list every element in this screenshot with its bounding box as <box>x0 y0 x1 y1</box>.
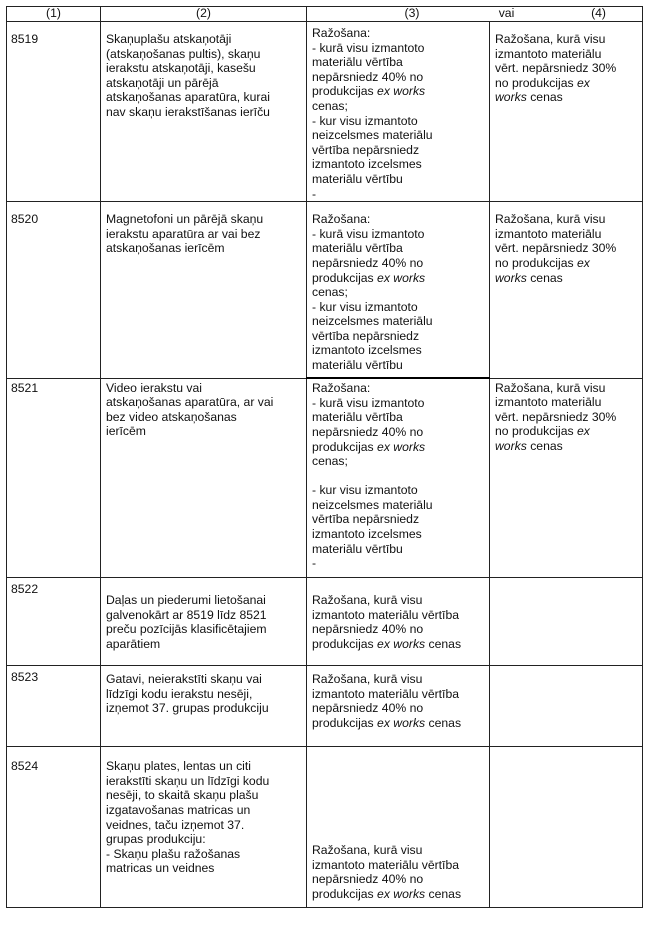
rule-line: - kurā visu izmantoto <box>312 226 425 241</box>
ex-works-term: works <box>495 90 527 105</box>
description-line: atskaņošanas ierīcēm <box>106 241 225 256</box>
rule-line: materiālu vērtību <box>312 171 403 186</box>
rule-line: cenas; <box>312 98 348 113</box>
description-line: ierakstu aparatūra ar vai bez <box>106 226 261 241</box>
description-line: Daļas un piederumi lietošanai <box>106 593 266 608</box>
rule-col3-cell <box>307 666 490 747</box>
hs-code: 8519 <box>11 32 39 46</box>
rule-line: vērt. nepārsniedz 30% <box>495 409 617 424</box>
description-line: preču pozīcijās klasificētajiem <box>106 622 267 637</box>
rule-text: no produkcijas <box>495 424 577 439</box>
rule-line <box>312 440 486 455</box>
description-line: - Skaņu plašu ražošanas <box>106 846 241 861</box>
description-line: izņemot 37. grupas produkciju <box>106 701 269 716</box>
rule-text: cenas <box>425 636 462 651</box>
rule-line <box>495 271 639 286</box>
hs-code: 8521 <box>11 380 39 395</box>
rule-line: nepārsniedz 40% no <box>312 255 424 270</box>
rule-line: nepārsniedz 40% no <box>312 622 424 637</box>
rule-line: materiālu vērtība <box>312 241 403 256</box>
rule-line <box>312 887 486 902</box>
rule-text: produkcijas <box>312 636 378 651</box>
description-line: atskaņošanas aparatūra, kurai <box>106 90 270 105</box>
hs-code-cell <box>7 578 101 666</box>
rule-line: neizcelsmes materiālu <box>312 128 433 143</box>
rule-line: izmantoto materiālu <box>495 395 602 410</box>
description-line: grupas produkciju: <box>106 832 206 847</box>
ex-works-term: ex works <box>377 636 426 651</box>
rule-line: cenas; <box>312 454 348 469</box>
description-line: nesēji, to skaitā skaņu plašu <box>106 788 259 803</box>
rule-line <box>495 424 639 439</box>
ex-works-term: ex works <box>377 715 426 730</box>
rule-line: neizcelsmes materiālu <box>312 314 433 329</box>
rule-col3-cell <box>307 578 490 666</box>
description-line: ierīcēm <box>106 424 146 439</box>
ex-works-term: ex works <box>377 439 426 454</box>
rule-line: Ražošana: <box>312 26 371 40</box>
ex-works-term: works <box>495 270 527 285</box>
header-col-3-4 <box>307 7 643 22</box>
rule-line: Ražošana: <box>312 212 371 227</box>
table-row <box>7 747 643 908</box>
header-col-4: (4) <box>591 6 606 20</box>
description-line: Magnetofoni un pārējā skaņu <box>106 212 264 227</box>
rule-line: vērt. nepārsniedz 30% <box>495 61 617 76</box>
rules-table <box>6 6 643 908</box>
rule-line: vērt. nepārsniedz 30% <box>495 241 617 256</box>
rule-line: Ražošana: <box>312 381 371 396</box>
rule-text: cenas <box>526 439 563 453</box>
rule-text: no produkcijas <box>495 75 577 90</box>
header-row <box>7 7 643 22</box>
hs-code: 8520 <box>11 212 39 227</box>
rule-line: - kur visu izmantoto <box>312 113 418 128</box>
hs-code-cell <box>7 378 101 578</box>
rule-col3-cell <box>307 747 490 908</box>
rule-text: no produkcijas <box>495 255 577 270</box>
rule-text: cenas <box>425 715 462 730</box>
header-col-3: (3) <box>404 6 420 20</box>
rule-line <box>495 90 639 105</box>
rule-line: izmantoto izcelsmes <box>312 343 422 358</box>
rule-col4-cell <box>490 202 643 379</box>
rule-text: cenas <box>526 270 563 285</box>
rule-line: materiālu vērtību <box>312 358 403 373</box>
rule-line <box>312 271 486 286</box>
description-cell <box>101 666 307 747</box>
description-line: Skaņuplašu atskaņotāji <box>106 32 232 46</box>
rule-line: materiālu vērtība <box>312 410 403 425</box>
rule-col4-cell <box>490 747 643 908</box>
rule-line <box>312 637 486 652</box>
description-cell <box>101 747 307 908</box>
hs-code-cell <box>7 22 101 202</box>
description-line: izgatavošanas matricas un <box>106 802 251 817</box>
spacer <box>312 469 486 484</box>
table-row <box>7 378 643 578</box>
table-row <box>7 22 643 202</box>
description-line: līdzīgi kodu ierakstu nesēji, <box>106 686 253 701</box>
description-line: nav skaņu ierakstīšanas ierīču <box>106 104 270 119</box>
rule-col4-cell <box>490 578 643 666</box>
rule-text: produkcijas <box>312 886 378 901</box>
description-line: ierakstu atskaņotāji, kasešu <box>106 61 256 76</box>
hs-code-cell <box>7 747 101 908</box>
rule-line: - kur visu izmantoto <box>312 299 418 314</box>
rule-dash: - <box>312 556 317 571</box>
rule-line: Ražošana, kurā visu <box>312 843 423 858</box>
rule-col4-cell <box>490 378 643 578</box>
rule-line: - kurā visu izmantoto <box>312 40 425 55</box>
rule-line: - kur visu izmantoto <box>312 483 418 498</box>
rule-col3-cell <box>307 22 490 202</box>
rule-line: neizcelsmes materiālu <box>312 497 433 512</box>
rule-line <box>312 716 486 731</box>
description-line: atskaņotāji un pārējā <box>106 75 219 90</box>
rule-line: izmantoto materiālu vērtība <box>312 686 459 701</box>
description-line: Video ierakstu vai <box>106 380 202 395</box>
rule-col3-cell <box>307 202 490 379</box>
ex-works-term: ex <box>576 75 590 90</box>
description-line: matricas un veidnes <box>106 861 215 876</box>
rule-line: Ražošana, kurā visu <box>312 593 423 608</box>
rule-text: cenas <box>526 90 563 105</box>
rule-text: produkcijas <box>312 270 378 285</box>
ex-works-term: ex works <box>377 270 426 285</box>
rule-col4-cell <box>490 666 643 747</box>
description-line: galvenokārt ar 8519 līdz 8521 <box>106 607 267 622</box>
rule-line: izmantoto izcelsmes <box>312 527 422 542</box>
ex-works-term: ex <box>576 424 590 439</box>
rule-line: izmantoto izcelsmes <box>312 157 422 172</box>
rule-line: materiālu vērtība <box>312 55 403 70</box>
rule-line: izmantoto materiālu <box>495 226 602 241</box>
table-row <box>7 666 643 747</box>
hs-code-cell <box>7 202 101 379</box>
ex-works-term: ex works <box>377 886 426 901</box>
rule-dash: - <box>312 186 317 201</box>
rule-text: cenas <box>425 886 462 901</box>
rule-line: Ražošana, kurā visu <box>495 32 606 46</box>
hs-code-cell <box>7 666 101 747</box>
description-line: ierakstīti skaņu un līdzīgi kodu <box>106 773 270 788</box>
description-line: aparātiem <box>106 636 161 651</box>
header-col-1: (1) <box>7 7 101 22</box>
rule-line: vērtība nepārsniedz <box>312 512 420 527</box>
description-cell <box>101 578 307 666</box>
rule-line: izmantoto materiālu vērtība <box>312 607 459 622</box>
rule-line: nepārsniedz 40% no <box>312 69 424 84</box>
header-or: vai <box>498 6 515 20</box>
rule-line: nepārsniedz 40% no <box>312 872 424 887</box>
rule-line: cenas; <box>312 285 348 300</box>
rule-line <box>312 84 486 99</box>
rule-col3-cell <box>307 378 490 578</box>
description-line: bez video atskaņošanas <box>106 409 237 424</box>
ex-works-term: ex works <box>377 84 426 99</box>
ex-works-term: ex <box>576 255 590 270</box>
rule-line: Ražošana, kurā visu <box>312 672 423 687</box>
rule-text: produkcijas <box>312 715 378 730</box>
rule-line: materiālu vērtību <box>312 541 403 556</box>
description-line: (atskaņošanas pultis), skaņu <box>106 46 261 61</box>
description-cell <box>101 378 307 578</box>
description-cell <box>101 22 307 202</box>
hs-code: 8523 <box>11 670 39 685</box>
rule-line <box>495 439 639 454</box>
rule-line <box>495 256 639 271</box>
rule-line: izmantoto materiālu <box>495 46 602 61</box>
rule-line: Ražošana, kurā visu <box>495 380 606 395</box>
rule-text: produkcijas <box>312 84 378 99</box>
description-line: veidnes, taču izņemot 37. <box>106 817 245 832</box>
rule-line: - kurā visu izmantoto <box>312 395 425 410</box>
ex-works-term: works <box>495 439 527 453</box>
rule-line: Ražošana, kurā visu <box>495 212 606 227</box>
rule-line: izmantoto materiālu vērtība <box>312 857 459 872</box>
description-line: atskaņošanas aparatūra, ar vai <box>106 395 274 410</box>
rule-line: nepārsniedz 40% no <box>312 701 424 716</box>
rule-line: nepārsniedz 40% no <box>312 424 424 439</box>
table-row <box>7 578 643 666</box>
rule-col4-cell <box>490 22 643 202</box>
rule-text: produkcijas <box>312 439 378 454</box>
description-line: Skaņu plates, lentas un citi <box>106 759 251 774</box>
rule-line <box>495 76 639 91</box>
table-row <box>7 202 643 379</box>
rule-line: vērtība nepārsniedz <box>312 328 420 343</box>
hs-code: 8524 <box>11 759 39 774</box>
hs-code: 8522 <box>11 582 39 597</box>
header-col-2: (2) <box>101 7 307 22</box>
rule-line: vērtība nepārsniedz <box>312 142 420 157</box>
description-cell <box>101 202 307 379</box>
description-line: Gatavi, neierakstīti skaņu vai <box>106 672 262 687</box>
